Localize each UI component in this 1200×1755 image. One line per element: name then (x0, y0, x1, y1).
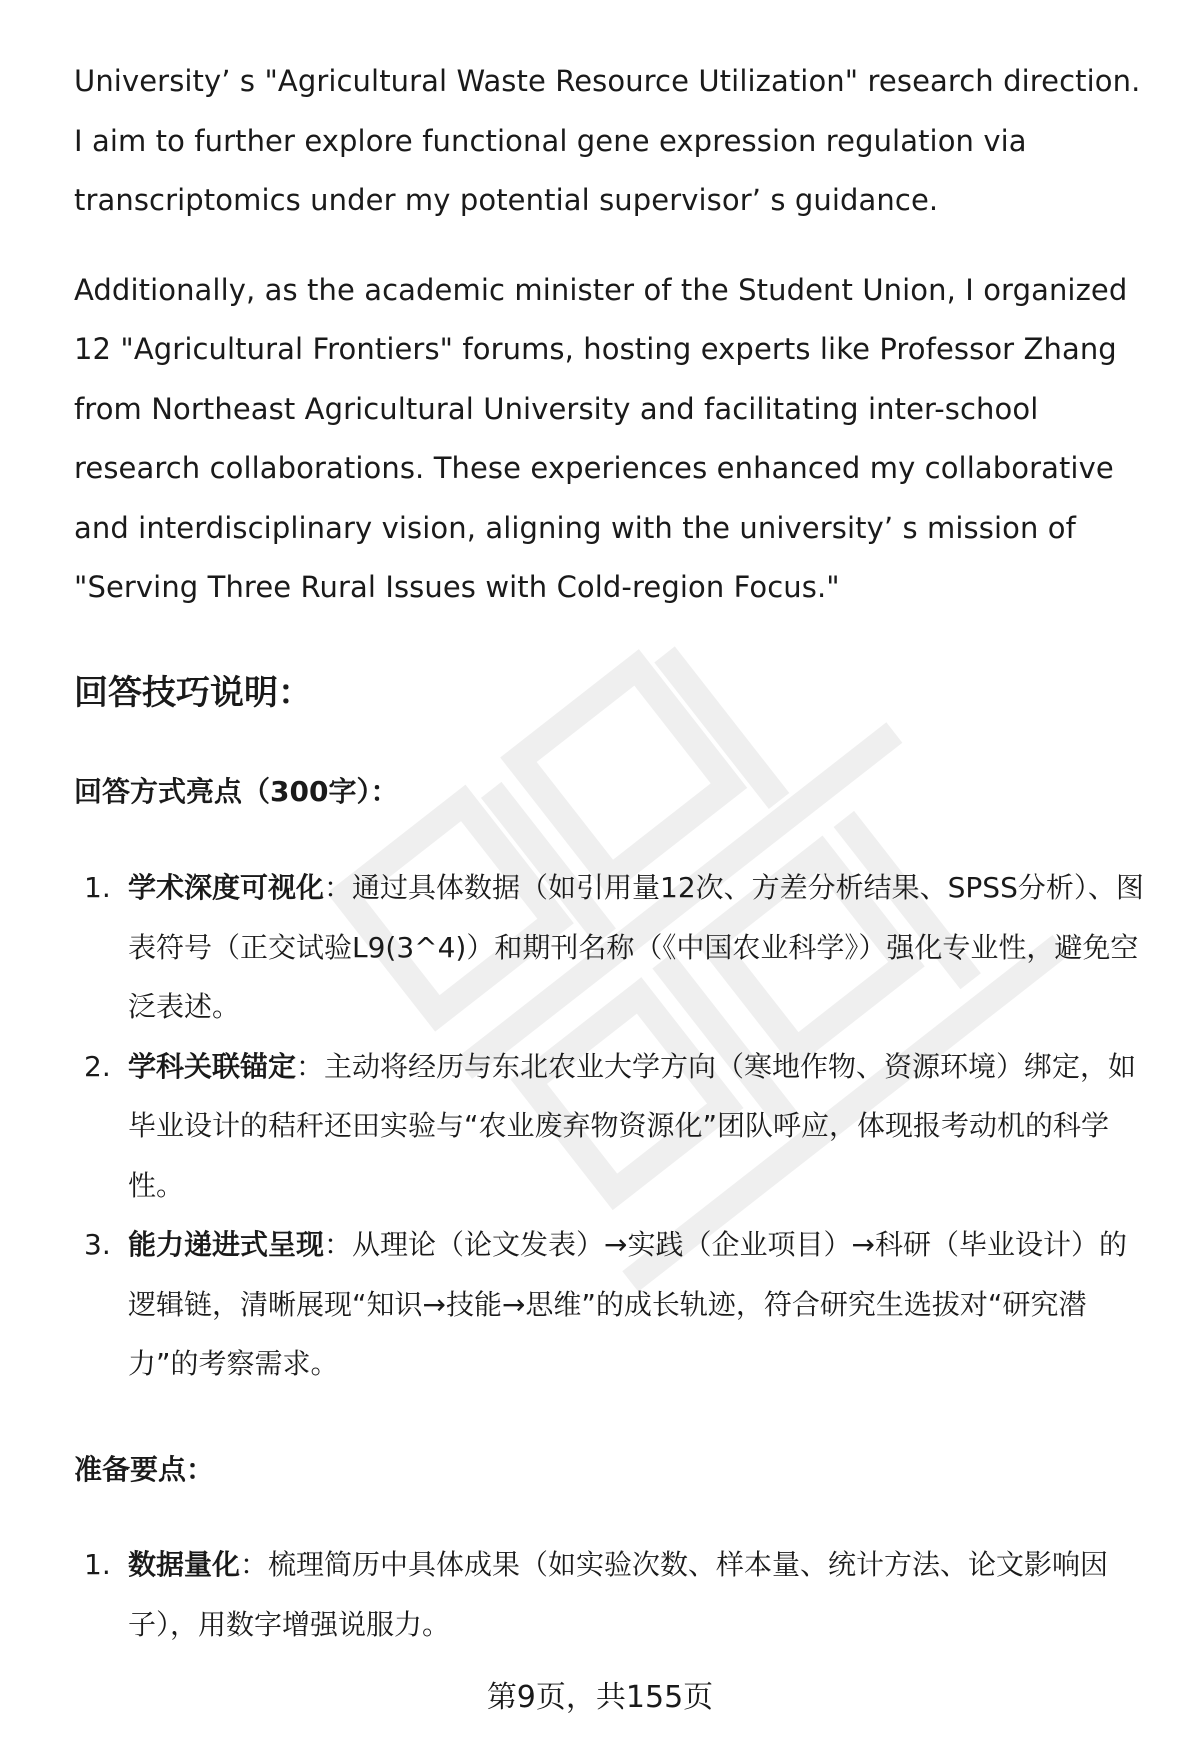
page-number: 第9页，共155页 (486, 1680, 714, 1715)
list-item (74, 1215, 1144, 1394)
list-item-text: ：主动将经历与东北农业大学方向（寒地作物、资源环境）绑定，如毕业设计的秸秆还田实验与“农业废弃物资源化”团队呼应，体现报考动机的科学性。 (128, 1049, 1137, 1202)
list-item-lead: 学科关联锚定 (128, 1049, 297, 1083)
list-item-text: ：通过具体数据（如引用量12次、方差分析结果、SPSS分析）、图表符号（正交试验L9(3^4)）和期刊名称（《中国农业科学》）强化专业性，避免空泛表述。 (128, 871, 1144, 1023)
section-title: 回答技巧说明： (74, 673, 312, 713)
highlights-heading: 回答方式亮点（300字）： (74, 775, 399, 808)
list-item-lead: 学术深度可视化 (128, 871, 325, 904)
list-item-text: ：梳理简历中具体成果（如实验次数、样本量、统计方法、论文影响因子），用数字增强说服力。 (128, 1548, 1109, 1641)
highlights-list (74, 858, 1144, 1394)
list-number: 3. (84, 1228, 111, 1261)
list-item-lead: 能力递进式呈现 (128, 1228, 325, 1261)
list-number: 1. (84, 1548, 111, 1581)
paragraph-student-union: Additionally, as the academic minister of the Student Union, I organized 12 "Agricultural Frontiers" forums, hosting experts like Professor Zhang from Northeast Agricultural University and facilitating inter-school research collaborations. These experiences enhanced my collaborative and interdisciplinary vision, aligning with the university’ s mission of "Serving Three Rural Issues with Cold-region Focus." (74, 272, 1128, 604)
list-item (74, 1535, 1144, 1654)
intro-text (74, 52, 1144, 648)
list-item (74, 858, 1144, 1037)
list-item-lead: 数据量化 (128, 1548, 241, 1581)
list-item (74, 1037, 1144, 1216)
list-number: 2. (84, 1049, 111, 1083)
preparation-list (74, 1535, 1144, 1654)
list-item-text: ：从理论（论文发表）→实践（企业项目）→科研（毕业设计）的逻辑链，清晰展现“知识→技能→思维”的成长轨迹，符合研究生选拔对“研究潜力”的考察需求。 (128, 1228, 1127, 1380)
paragraph-research-direction: University’ s "Agricultural Waste Resource Utilization" research direction. I aim to further explore functional gene expression regulation via transcriptomics under my potential supervisor’ s guidance. (74, 64, 1141, 217)
list-number: 1. (84, 871, 111, 904)
preparation-heading: 准备要点： (74, 1453, 215, 1486)
